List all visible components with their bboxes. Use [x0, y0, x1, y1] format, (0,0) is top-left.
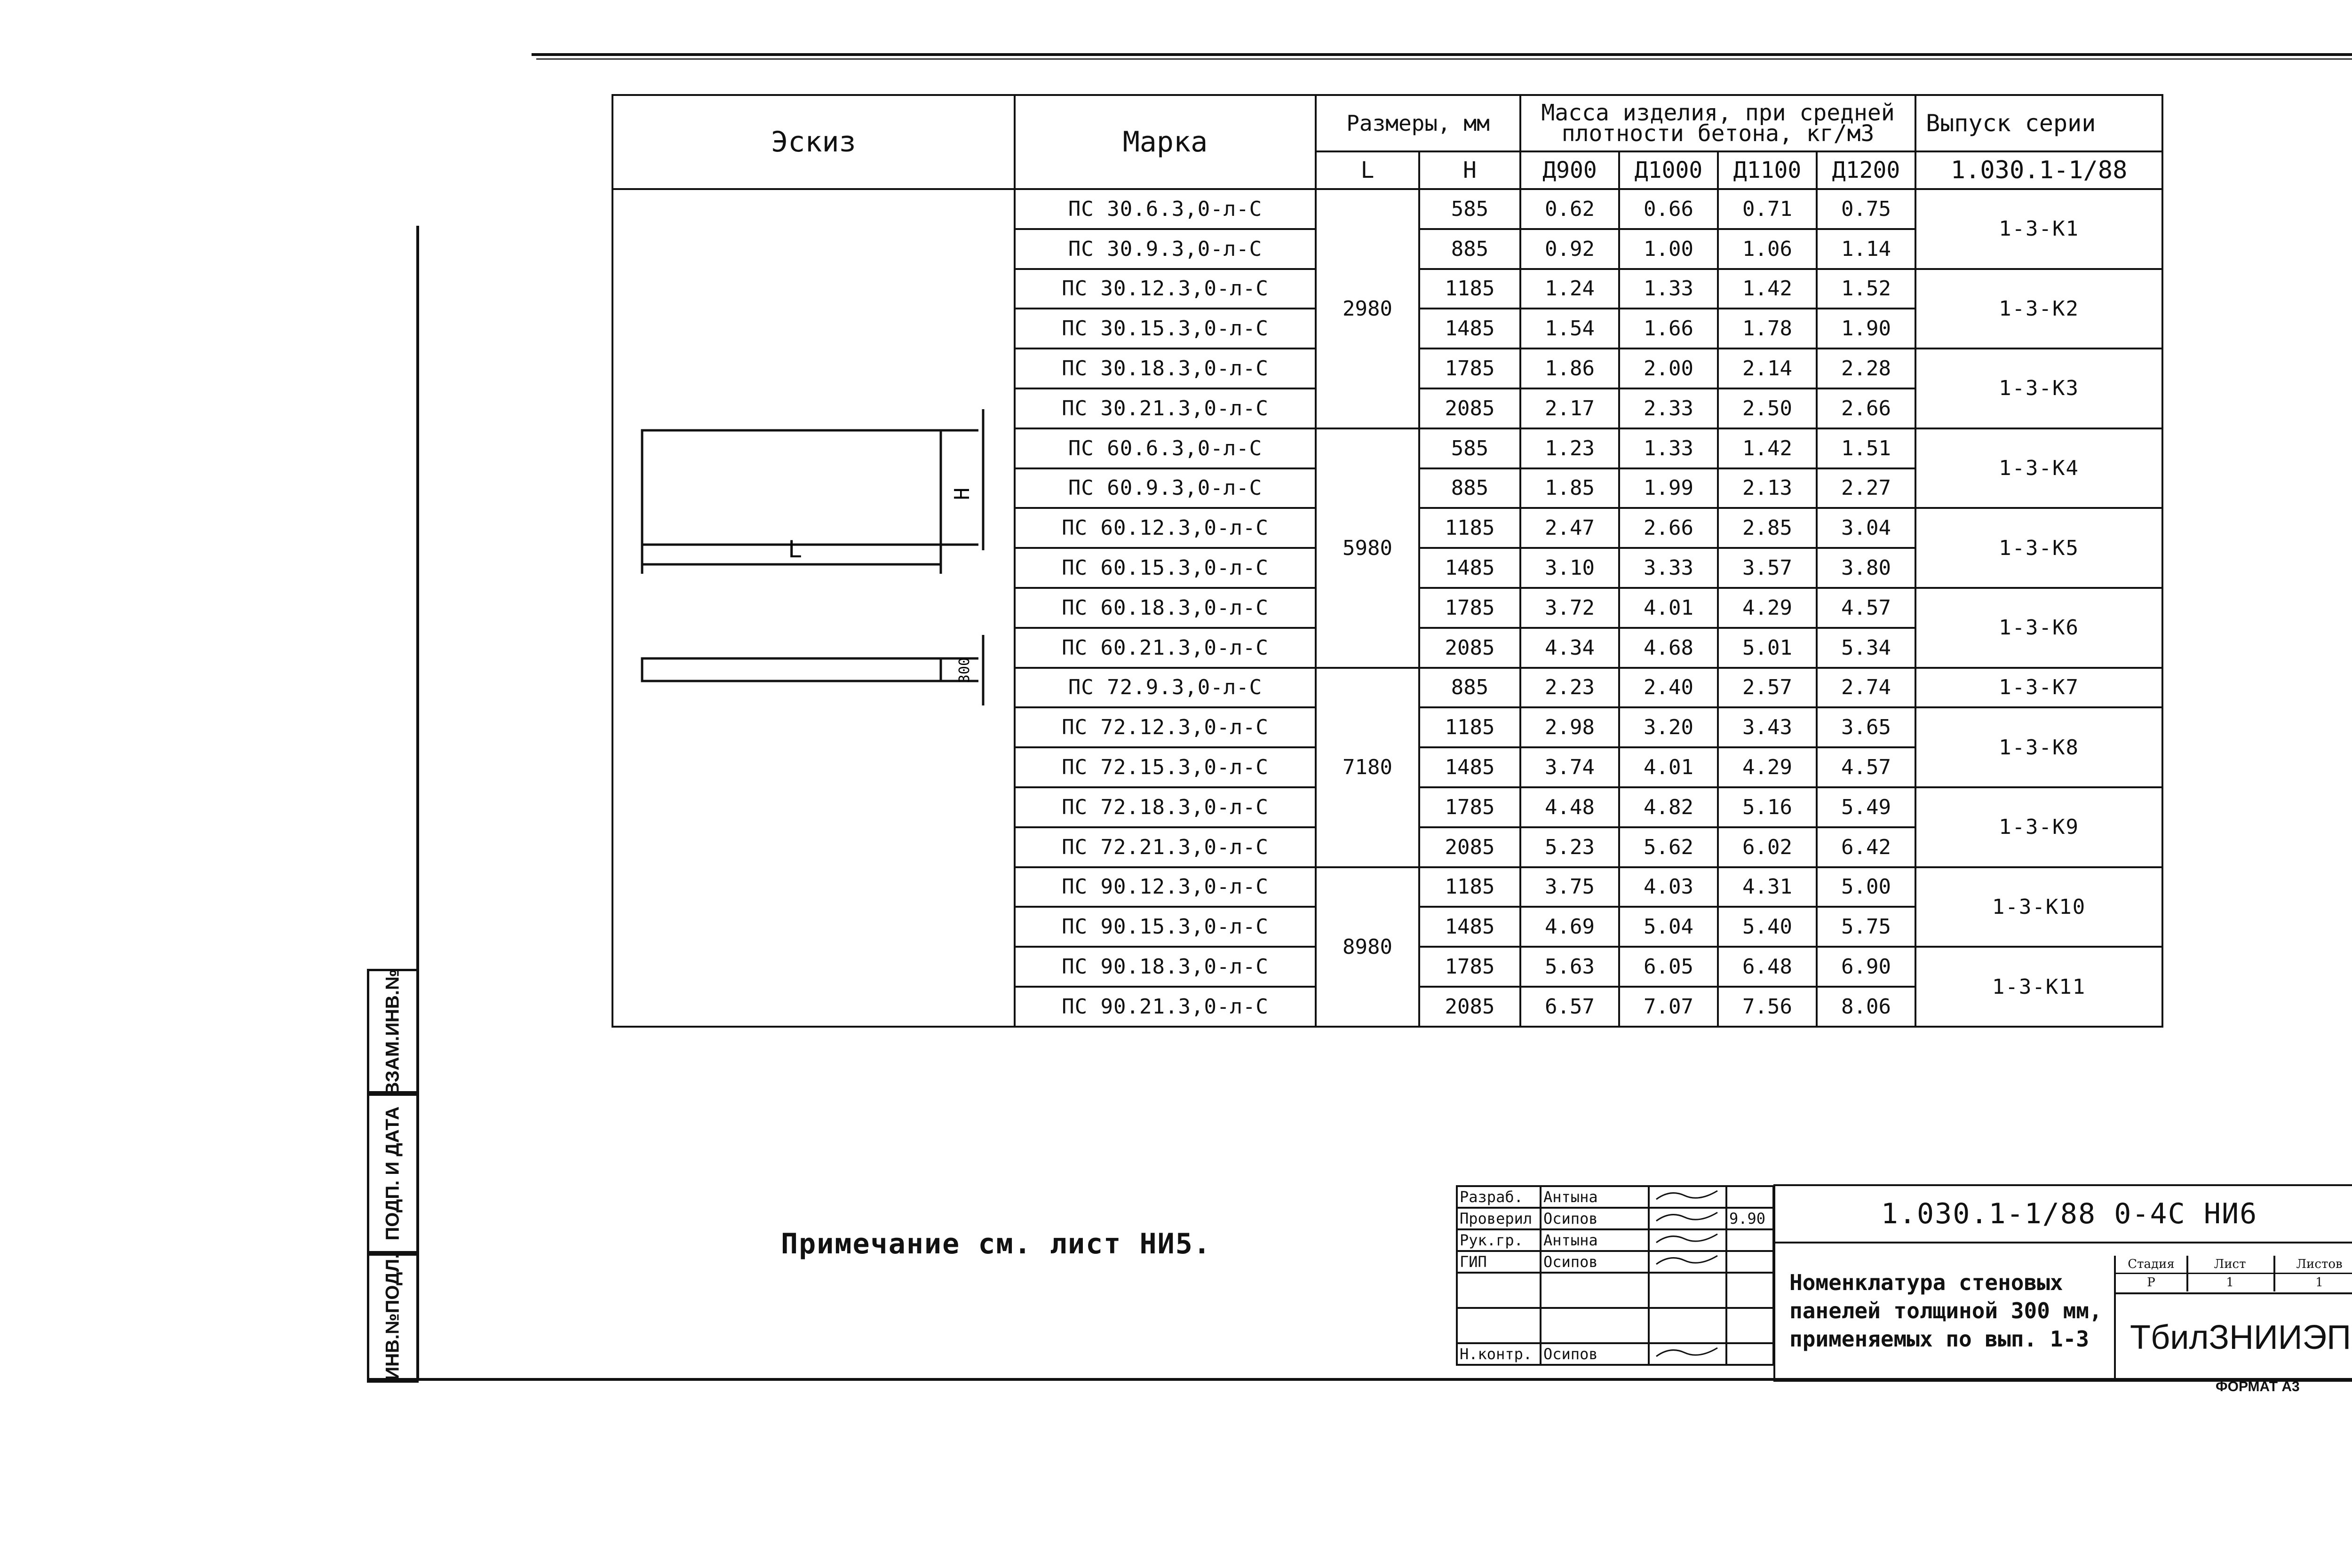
mark-cell: ПС 72.18.3,0-л-С	[1015, 787, 1316, 827]
signature-date	[1726, 1186, 1773, 1208]
length-cell: 5980	[1316, 428, 1419, 668]
height-cell: 1185	[1419, 707, 1520, 747]
signature-row	[1457, 1251, 1773, 1273]
mark-cell: ПС 60.12.3,0-л-С	[1015, 508, 1316, 548]
mark-cell: ПС 60.15.3,0-л-С	[1015, 548, 1316, 588]
mass-cell-d900: 1.24	[1520, 269, 1619, 309]
mass-cell-d1200: 2.28	[1817, 348, 1915, 388]
margin-inv-orig: ИНВ.№ПОДЛ.	[367, 1251, 419, 1383]
height-cell: 1185	[1419, 508, 1520, 548]
height-cell: 1485	[1419, 747, 1520, 787]
mark-cell: ПС 72.12.3,0-л-С	[1015, 707, 1316, 747]
mark-cell: ПС 90.18.3,0-л-С	[1015, 947, 1316, 987]
signature-role	[1457, 1308, 1541, 1343]
mass-cell-d1200: 5.34	[1817, 628, 1915, 668]
mass-cell-d1100: 1.42	[1718, 428, 1817, 468]
header-H: H	[1419, 151, 1520, 189]
release-cell: 1-3-К3	[1915, 348, 2162, 428]
mark-cell: ПС 30.21.3,0-л-С	[1015, 388, 1316, 428]
mass-cell-d1200: 4.57	[1817, 588, 1915, 628]
mass-cell-d1100: 3.57	[1718, 548, 1817, 588]
mass-cell-d1100: 5.01	[1718, 628, 1817, 668]
mass-cell-d1000: 1.00	[1619, 229, 1718, 269]
mass-cell-d900: 5.63	[1520, 947, 1619, 987]
table-row	[612, 189, 2162, 229]
height-cell: 2085	[1419, 388, 1520, 428]
signature-role: Разраб.	[1457, 1186, 1541, 1208]
mass-cell-d1000: 1.66	[1619, 309, 1718, 348]
mass-cell-d1100: 4.29	[1718, 747, 1817, 787]
mass-cell-d1100: 5.16	[1718, 787, 1817, 827]
mark-cell: ПС 60.9.3,0-л-С	[1015, 468, 1316, 508]
mass-cell-d1100: 2.13	[1718, 468, 1817, 508]
header-series: 1.030.1-1/88	[1915, 151, 2162, 189]
mark-cell: ПС 72.21.3,0-л-С	[1015, 827, 1316, 867]
mass-cell-d1100: 1.42	[1718, 269, 1817, 309]
signature-name: Осипов	[1541, 1208, 1649, 1229]
mass-cell-d900: 4.34	[1520, 628, 1619, 668]
mass-cell-d900: 0.92	[1520, 229, 1619, 269]
mass-cell-d1000: 4.68	[1619, 628, 1718, 668]
mass-cell-d1000: 6.05	[1619, 947, 1718, 987]
mass-cell-d1200: 5.00	[1817, 867, 1915, 907]
mass-cell-d1200: 4.57	[1817, 747, 1915, 787]
signature-role: Н.контр.	[1457, 1343, 1541, 1365]
mass-cell-d1200: 8.06	[1817, 987, 1915, 1027]
signature-date	[1726, 1308, 1773, 1343]
length-cell: 7180	[1316, 668, 1419, 867]
mass-cell-d900: 4.69	[1520, 907, 1619, 947]
mark-cell: ПС 30.15.3,0-л-С	[1015, 309, 1316, 348]
header-mass: Масса изделия, при средней плотности бетона, кг/м3	[1520, 95, 1915, 151]
release-cell: 1-3-К6	[1915, 588, 2162, 668]
mass-cell-d1000: 3.20	[1619, 707, 1718, 747]
format-label: ФОРМАТ А3	[2216, 1379, 2300, 1394]
mass-cell-d1000: 3.33	[1619, 548, 1718, 588]
mass-cell-d900: 3.75	[1520, 867, 1619, 907]
mass-cell-d1100: 3.43	[1718, 707, 1817, 747]
signature-name: Антына	[1541, 1229, 1649, 1251]
mass-cell-d1000: 5.04	[1619, 907, 1718, 947]
frame-top-line	[532, 53, 2352, 56]
mass-cell-d900: 3.74	[1520, 747, 1619, 787]
header-sizes: Размеры, мм	[1316, 95, 1520, 151]
mass-cell-d1200: 2.66	[1817, 388, 1915, 428]
sheets-cell: Листов 1	[2273, 1256, 2352, 1291]
length-cell: 2980	[1316, 189, 1419, 428]
signature-role	[1457, 1273, 1541, 1308]
release-cell: 1-3-К7	[1915, 668, 2162, 708]
mass-cell-d1000: 0.66	[1619, 189, 1718, 229]
mark-cell: ПС 60.18.3,0-л-С	[1015, 588, 1316, 628]
stage-box	[2114, 1256, 2352, 1379]
mass-cell-d1100: 7.56	[1718, 987, 1817, 1027]
mark-cell: ПС 60.6.3,0-л-С	[1015, 428, 1316, 468]
signature-date	[1726, 1229, 1773, 1251]
mass-cell-d1000: 4.01	[1619, 747, 1718, 787]
mass-cell-d900: 3.10	[1520, 548, 1619, 588]
mark-cell: ПС 90.12.3,0-л-С	[1015, 867, 1316, 907]
height-cell: 1785	[1419, 588, 1520, 628]
height-cell: 1485	[1419, 548, 1520, 588]
header-d1100: Д1100	[1718, 151, 1817, 189]
mass-cell-d1000: 1.33	[1619, 269, 1718, 309]
header-d900: Д900	[1520, 151, 1619, 189]
mass-cell-d1200: 3.04	[1817, 508, 1915, 548]
signature-name	[1541, 1308, 1649, 1343]
sketch-front-view	[642, 430, 941, 545]
mass-cell-d1200: 5.75	[1817, 907, 1915, 947]
mass-cell-d1200: 2.74	[1817, 668, 1915, 708]
organization-name: ТбилЗНИИЭП	[2116, 1292, 2352, 1381]
mass-cell-d900: 2.98	[1520, 707, 1619, 747]
mass-cell-d1000: 4.01	[1619, 588, 1718, 628]
mass-cell-d1000: 2.00	[1619, 348, 1718, 388]
note-text: Примечание см. лист НИ5.	[781, 1227, 1211, 1260]
mass-cell-d900: 5.23	[1520, 827, 1619, 867]
height-cell: 1785	[1419, 947, 1520, 987]
header-L: L	[1316, 151, 1419, 189]
sketch-section-view	[642, 658, 941, 681]
mass-cell-d1000: 4.82	[1619, 787, 1718, 827]
mark-cell: ПС 90.21.3,0-л-С	[1015, 987, 1316, 1027]
signature-mark	[1649, 1308, 1726, 1343]
margin-sign-date: ПОДП. И ДАТА	[367, 1091, 419, 1256]
mass-cell-d1000: 5.62	[1619, 827, 1718, 867]
signature-name: Осипов	[1541, 1251, 1649, 1273]
height-cell: 1785	[1419, 787, 1520, 827]
mass-cell-d1100: 2.85	[1718, 508, 1817, 548]
mass-cell-d1000: 1.99	[1619, 468, 1718, 508]
mass-cell-d1000: 2.66	[1619, 508, 1718, 548]
height-cell: 585	[1419, 428, 1520, 468]
header-mark: Марка	[1015, 95, 1316, 189]
document-title: Номенклатура стеновых панелей толщиной 300 мм, применяемых по вып. 1-3	[1789, 1270, 2102, 1352]
frame-top-line-thin	[536, 58, 2352, 60]
sketch-label-T: 300	[956, 657, 973, 683]
signature-mark	[1649, 1251, 1726, 1273]
title-block	[1773, 1184, 2352, 1382]
signature-role: Проверил	[1457, 1208, 1541, 1229]
height-cell: 885	[1419, 668, 1520, 708]
stage-cell: Стадия Р	[2116, 1256, 2188, 1291]
height-cell: 585	[1419, 189, 1520, 229]
height-cell: 1485	[1419, 309, 1520, 348]
signature-name: Осипов	[1541, 1343, 1649, 1365]
signature-role: Рук.гр.	[1457, 1229, 1541, 1251]
release-cell: 1-3-К4	[1915, 428, 2162, 508]
mass-cell-d900: 0.62	[1520, 189, 1619, 229]
mass-cell-d1200: 6.90	[1817, 947, 1915, 987]
sketch-label-H: H	[950, 487, 974, 500]
signature-name: Антына	[1541, 1186, 1649, 1208]
mass-cell-d1000: 2.40	[1619, 668, 1718, 708]
height-cell: 885	[1419, 468, 1520, 508]
length-cell: 8980	[1316, 867, 1419, 1027]
mass-cell-d1000: 7.07	[1619, 987, 1718, 1027]
signature-row	[1457, 1343, 1773, 1365]
mass-cell-d1000: 4.03	[1619, 867, 1718, 907]
mass-cell-d900: 1.86	[1520, 348, 1619, 388]
mass-cell-d1100: 0.71	[1718, 189, 1817, 229]
mark-cell: ПС 72.9.3,0-л-С	[1015, 668, 1316, 708]
document-code: 1.030.1-1/88 0-4С НИ6	[1775, 1186, 2352, 1243]
height-cell: 1485	[1419, 907, 1520, 947]
signature-name	[1541, 1273, 1649, 1308]
sketch-label-L: L	[787, 536, 803, 563]
header-d1200: Д1200	[1817, 151, 1915, 189]
mass-cell-d1200: 1.90	[1817, 309, 1915, 348]
mass-cell-d900: 1.23	[1520, 428, 1619, 468]
signature-row	[1457, 1229, 1773, 1251]
height-cell: 2085	[1419, 827, 1520, 867]
header-d1000: Д1000	[1619, 151, 1718, 189]
mark-cell: ПС 30.12.3,0-л-С	[1015, 269, 1316, 309]
signature-date	[1726, 1343, 1773, 1365]
mass-cell-d1100: 6.48	[1718, 947, 1817, 987]
mass-cell-d1200: 2.27	[1817, 468, 1915, 508]
header-issue: Выпуск серии	[1915, 95, 2162, 151]
mark-cell: ПС 30.18.3,0-л-С	[1015, 348, 1316, 388]
height-cell: 885	[1419, 229, 1520, 269]
mass-cell-d1100: 4.29	[1718, 588, 1817, 628]
mass-cell-d1100: 6.02	[1718, 827, 1817, 867]
signature-mark	[1649, 1343, 1726, 1365]
mass-cell-d900: 3.72	[1520, 588, 1619, 628]
mark-cell: ПС 30.6.3,0-л-С	[1015, 189, 1316, 229]
signature-mark	[1649, 1229, 1726, 1251]
mass-cell-d1200: 1.14	[1817, 229, 1915, 269]
signature-date: 9.90	[1726, 1208, 1773, 1229]
release-cell: 1-3-К9	[1915, 787, 2162, 867]
signature-role: ГИП	[1457, 1251, 1541, 1273]
mass-cell-d1100: 5.40	[1718, 907, 1817, 947]
signature-date	[1726, 1273, 1773, 1308]
signature-table	[1456, 1185, 1774, 1366]
signature-date	[1726, 1251, 1773, 1273]
signature-row	[1457, 1186, 1773, 1208]
height-cell: 2085	[1419, 987, 1520, 1027]
height-cell: 1785	[1419, 348, 1520, 388]
signature-row	[1457, 1208, 1773, 1229]
mass-cell-d900: 2.23	[1520, 668, 1619, 708]
mass-cell-d1200: 3.80	[1817, 548, 1915, 588]
mark-cell: ПС 72.15.3,0-л-С	[1015, 747, 1316, 787]
mass-cell-d1200: 3.65	[1817, 707, 1915, 747]
mark-cell: ПС 30.9.3,0-л-С	[1015, 229, 1316, 269]
release-cell: 1-3-К1	[1915, 189, 2162, 269]
mass-cell-d900: 2.17	[1520, 388, 1619, 428]
mass-cell-d900: 6.57	[1520, 987, 1619, 1027]
mass-cell-d1000: 2.33	[1619, 388, 1718, 428]
signature-mark	[1649, 1186, 1726, 1208]
release-cell: 1-3-К8	[1915, 707, 2162, 787]
height-cell: 2085	[1419, 628, 1520, 668]
signature-mark	[1649, 1208, 1726, 1229]
release-cell: 1-3-К10	[1915, 867, 2162, 947]
signature-mark	[1649, 1273, 1726, 1308]
mass-cell-d1100: 4.31	[1718, 867, 1817, 907]
height-cell: 1185	[1419, 269, 1520, 309]
mass-cell-d1200: 1.51	[1817, 428, 1915, 468]
mark-cell: ПС 90.15.3,0-л-С	[1015, 907, 1316, 947]
sheet-cell: Лист 1	[2186, 1256, 2275, 1291]
mass-cell-d900: 1.85	[1520, 468, 1619, 508]
release-cell: 1-3-К11	[1915, 947, 2162, 1027]
mass-cell-d1200: 5.49	[1817, 787, 1915, 827]
height-cell: 1185	[1419, 867, 1520, 907]
mass-cell-d1100: 2.14	[1718, 348, 1817, 388]
mass-cell-d1200: 6.42	[1817, 827, 1915, 867]
release-cell: 1-3-К2	[1915, 269, 2162, 349]
panel-sketch	[612, 395, 1007, 724]
mass-cell-d1100: 1.78	[1718, 309, 1817, 348]
mass-cell-d1100: 1.06	[1718, 229, 1817, 269]
mass-cell-d900: 4.48	[1520, 787, 1619, 827]
mass-cell-d1200: 0.75	[1817, 189, 1915, 229]
mass-cell-d1200: 1.52	[1817, 269, 1915, 309]
signature-row	[1457, 1308, 1773, 1343]
margin-replaced-inv: ВЗАМ.ИНВ.№	[367, 969, 419, 1096]
mass-cell-d1100: 2.50	[1718, 388, 1817, 428]
mark-cell: ПС 60.21.3,0-л-С	[1015, 628, 1316, 668]
signature-row	[1457, 1273, 1773, 1308]
release-cell: 1-3-К5	[1915, 508, 2162, 588]
mass-cell-d900: 1.54	[1520, 309, 1619, 348]
mass-cell-d1100: 2.57	[1718, 668, 1817, 708]
header-sketch: Эскиз	[612, 95, 1015, 189]
mass-cell-d1000: 1.33	[1619, 428, 1718, 468]
mass-cell-d900: 2.47	[1520, 508, 1619, 548]
